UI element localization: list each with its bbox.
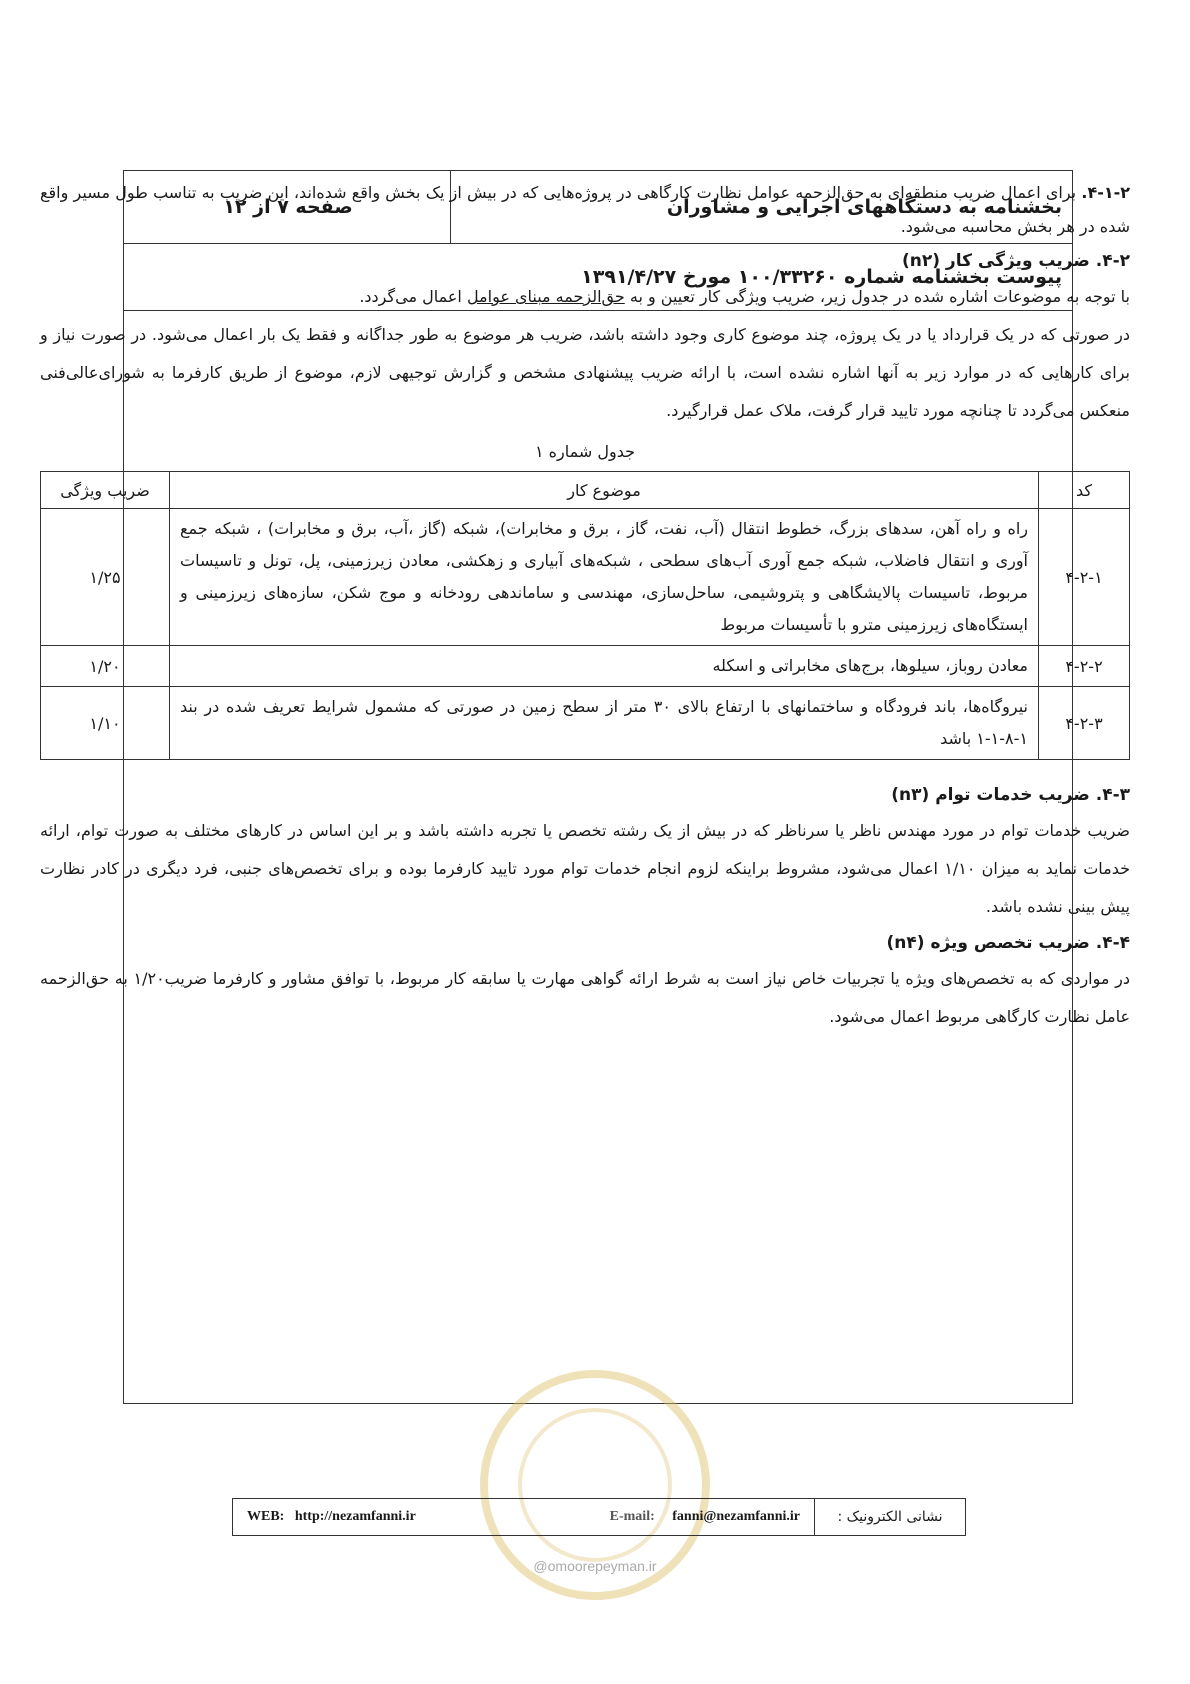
section-4-1-2-text: برای اعمال ضریب منطقه‌ای به حق‌الزحمه عوامل نظارت کارگاهی در پروژه‌هایی که در بیش از یک بخش واقع شده‌اند، این ضریب به تناسب طول مسیر واقع شده در هر بخش محاسبه می‌شود. — [40, 183, 1130, 236]
footer-label: نشانی الکترونیک : — [814, 1499, 965, 1535]
section-4-1-2-number: ۴-۱-۲. — [1081, 183, 1131, 202]
row-subject: راه و راه آهن، سدهای بزرگ، خطوط انتقال (آب، نفت، گاز ، برق و مخابرات)، شبکه (گاز ،آب، برق و مخابرات) ، شبکه جمع آوری و انتقال فاضلاب، شبکه جمع آوری آب‌های سطحی ، شبکه‌های آبیاری و زهکشی، معادن زیرزمینی، پل، تونل و تاسیسات مربوط، تاسیسات پالایشگاهی و پتروشیمی، ساحل‌سازی، مهندسی و ساماندهی رودخانه و موج شکن، سازه‌های زیرزمینی و ایستگاه‌های زیرزمینی مترو با تأسیسات مربوط — [170, 509, 1039, 646]
section-4-4-paragraph: در مواردی که به تخصص‌های ویژه یا تجربیات خاص نیاز است به شرط ارائه گواهی مهارت یا سابقه کار مربوط، با توافق مشاور و کارفرما ضریب۱/۲۰ به حق‌الزحمه عامل نظارت کارگاهی مربوط اعمال می‌شود. — [40, 969, 1130, 1026]
table-row — [41, 646, 1130, 687]
footer-contacts — [233, 1509, 814, 1525]
table-row — [41, 687, 1130, 760]
email-group — [610, 1509, 800, 1525]
row-code: ۴-۲-۳ — [1039, 687, 1130, 760]
page-number: صفحه ۷ از ۱۲ — [223, 196, 353, 218]
p1-underlined-term: حق‌الزحمه مبنای عوامل — [466, 287, 625, 306]
section-4-2-paragraph-1 — [40, 278, 1130, 316]
col-header-subject: موضوع کار — [170, 472, 1039, 509]
section-4-2-heading: ۴-۲. ضریب ویژگی کار (n۲) — [901, 251, 1130, 271]
email-link[interactable]: fanni@nezamfanni.ir — [672, 1509, 800, 1524]
web-label: WEB: — [247, 1509, 285, 1524]
section-4-3-heading: ۴-۳. ضریب خدمات توام (n۳) — [891, 785, 1130, 805]
page-content — [40, 176, 1130, 1036]
section-4-1-2 — [40, 176, 1130, 244]
web-group — [247, 1509, 416, 1525]
section-4-3-paragraph: ضریب خدمات توام در مورد مهندس ناظر یا سرناظر که در بیش از یک رشته تخصص یا تجربه داشته باشد و بر این اساس در کارهای مختلف به صورت توام، ارائه خدمات نماید به میزان ۱/۱۰ اعمال می‌شود، مشروط براینکه لزوم انجام خدمات توام مورد تایید کارفرما بوده و برای تخصص‌های جنبی، فرد دیگری در کادر نظارت پیش بینی نشده باشد. — [40, 821, 1130, 916]
col-header-coefficient: ضریب ویژگی — [41, 472, 170, 509]
seal-inner-ring — [518, 1408, 672, 1562]
section-4-4-heading: ۴-۴. ضریب تخصص ویژه (n۴) — [886, 933, 1130, 953]
row-code: ۴-۲-۲ — [1039, 646, 1130, 687]
row-code: ۴-۲-۱ — [1039, 509, 1130, 646]
col-header-code: کد — [1039, 472, 1130, 509]
table-caption: جدول شماره ۱ — [534, 442, 636, 461]
web-link[interactable]: http://nezamfanni.ir — [294, 1509, 416, 1524]
source-watermark-text: @omoorepeyman.ir — [533, 1558, 657, 1574]
footer-contact-box — [232, 1498, 966, 1536]
email-label: E-mail: — [609, 1509, 655, 1524]
p1-text-before: با توجه به موضوعات اشاره شده در جدول زیر، ضریب ویژگی کار تعیین و به — [624, 287, 1130, 306]
header-title: بخشنامه به دستگاههای اجرایی و مشاوران — [666, 196, 1062, 218]
work-type-table — [40, 471, 1130, 760]
subtitle: پیوست بخشنامه شماره ۱۰۰/۳۳۲۶۰ مورخ ۱۳۹۱/۴/۲۷ — [581, 265, 1062, 288]
row-coefficient: ۱/۲۵ — [41, 509, 170, 646]
table-header-row — [41, 472, 1130, 509]
section-4-2-paragraph-2: در صورتی که در یک قرارداد یا در یک پروژه، چند موضوع کاری وجود داشته باشد، ضریب هر موضوع به طور جداگانه و فقط یک بار اعمال می‌شود. در صورت نیاز و برای کارهایی که در موارد زیر به آنها اشاره نشده است، با ارائه ضریب پیشنهادی مشخص و گزارش توجیهی لازم، موضوع از طریق کارفرما به شورای‌عالی‌فنی منعکس می‌گردد تا چنانچه مورد تایید قرار گرفت، ملاک عمل قرارگیرد. — [40, 325, 1130, 420]
row-coefficient: ۱/۱۰ — [41, 687, 170, 760]
row-subject: معادن روباز، سیلوها، برج‌های مخابراتی و اسکله — [170, 646, 1039, 687]
table-row — [41, 509, 1130, 646]
row-subject: نیروگاه‌ها، باند فرودگاه و ساختمانهای با ارتفاع بالای ۳۰ متر از سطح زمین در صورتی که مشمول شرایط تعریف شده در بند ۱-۸-۱-۱ باشد — [170, 687, 1039, 760]
row-coefficient: ۱/۲۰ — [41, 646, 170, 687]
p1-text-after: اعمال می‌گردد. — [359, 287, 467, 306]
